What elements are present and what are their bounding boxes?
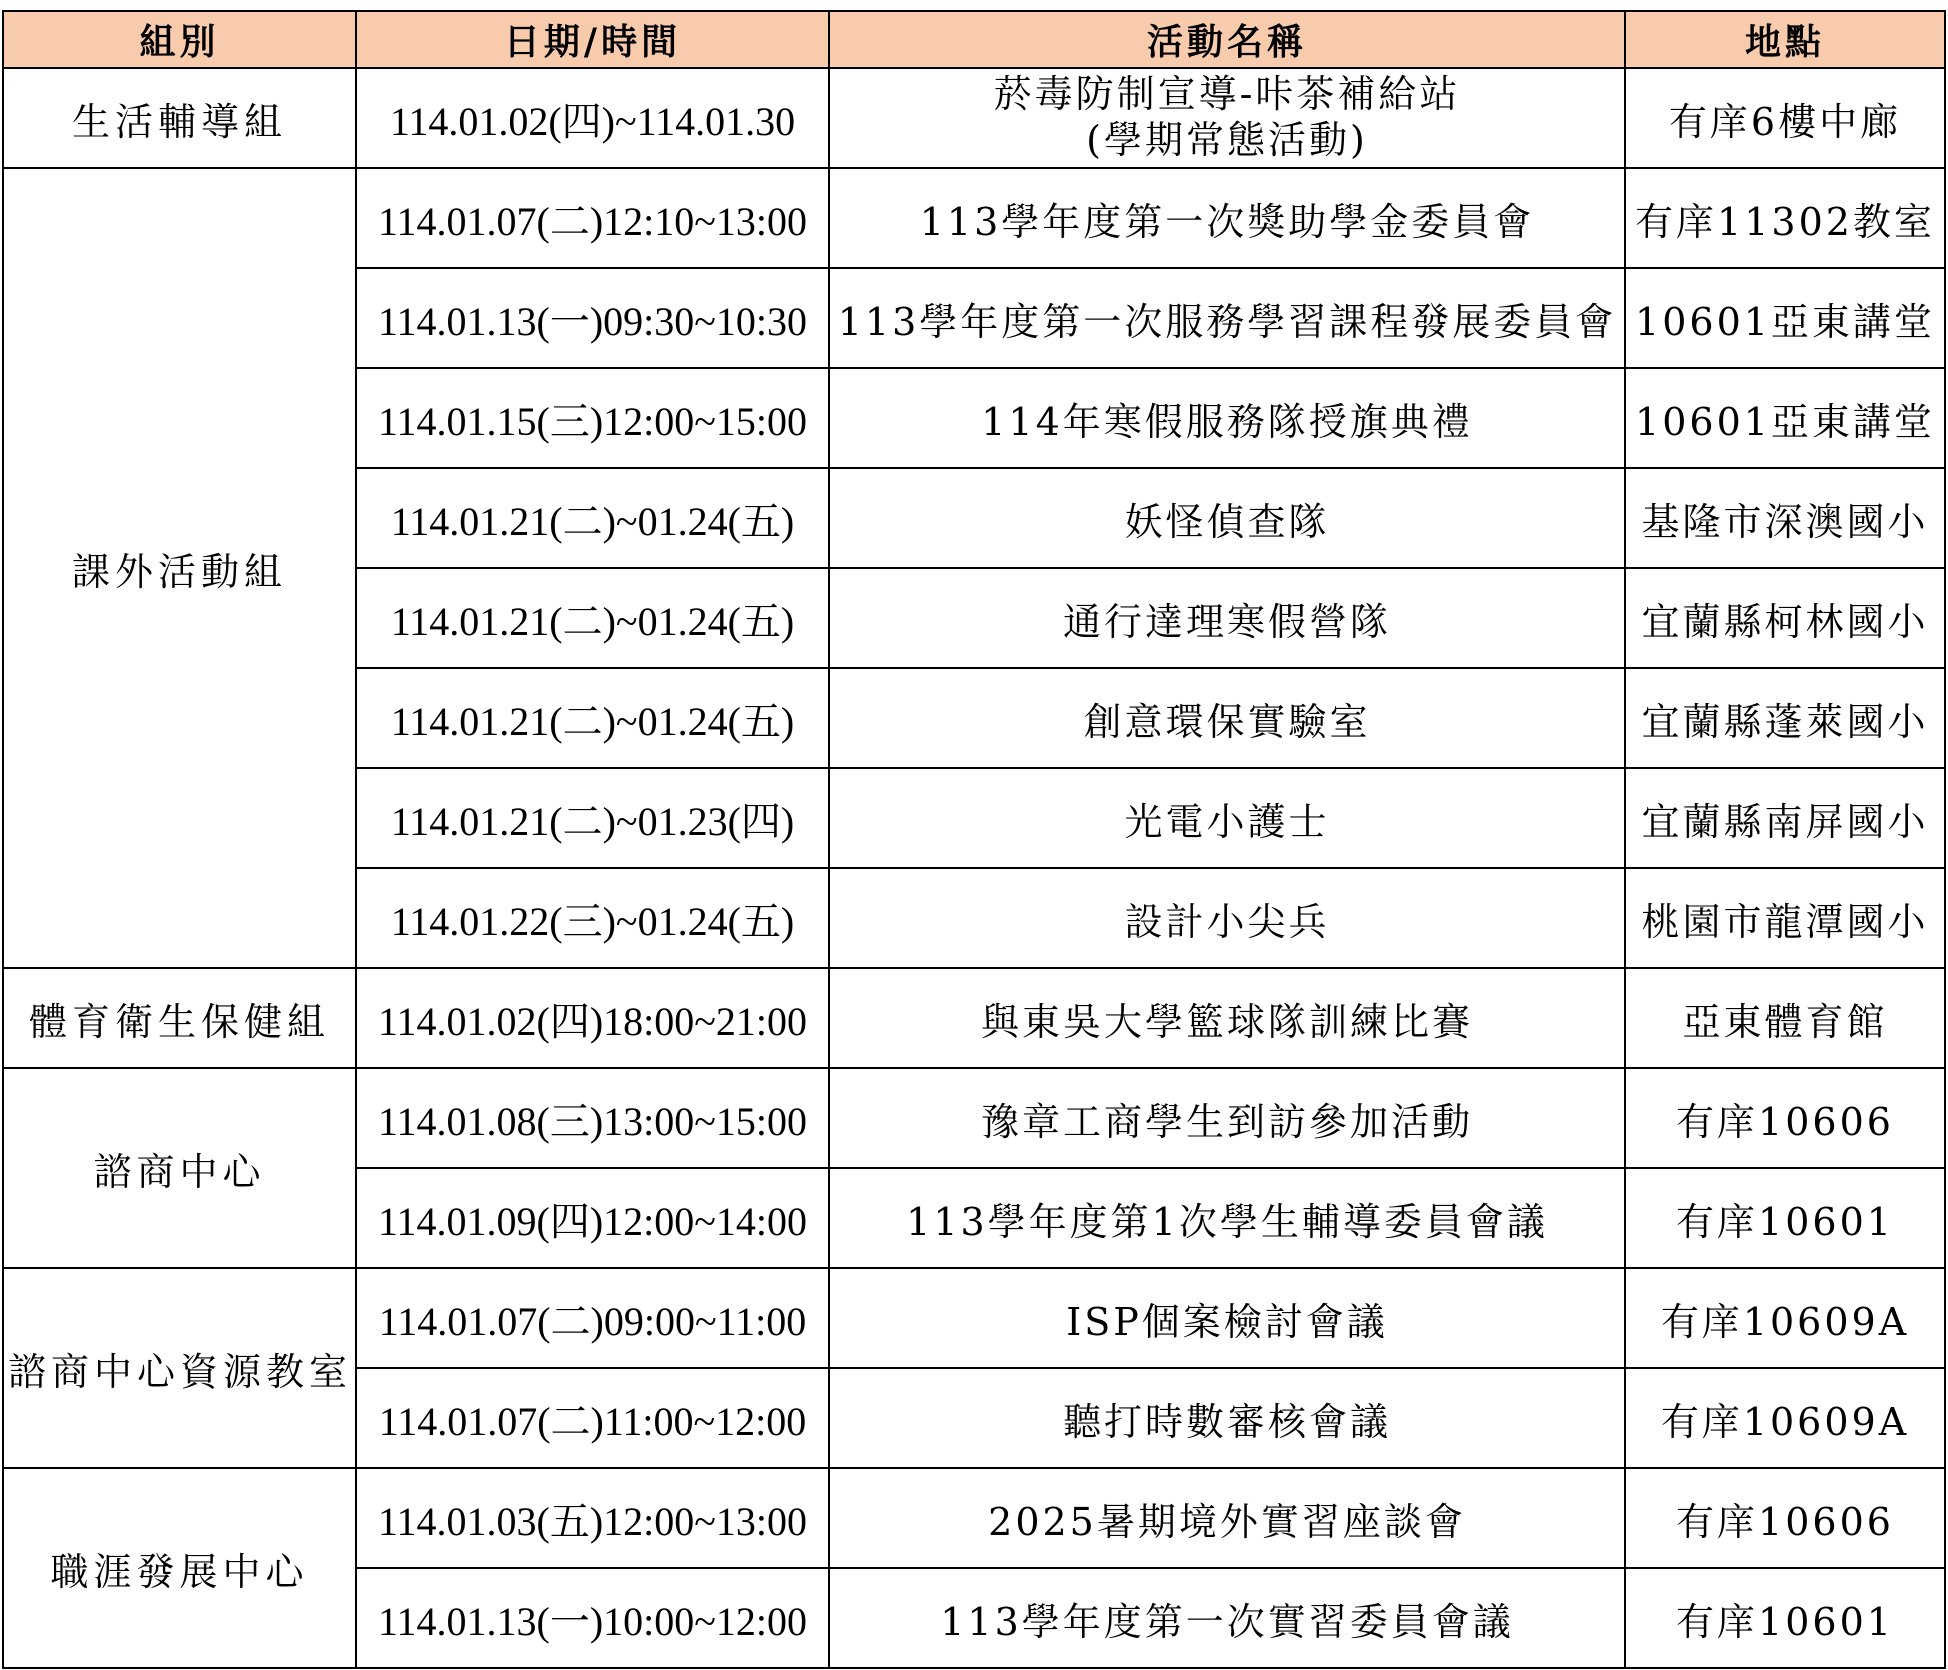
activity-name-cell: 113學年度第1次學生輔導委員會議 xyxy=(829,1168,1625,1268)
activity-name-cell: 114年寒假服務隊授旗典禮 xyxy=(829,368,1625,468)
group-name-cell: 諮商中心資源教室 xyxy=(3,1268,356,1468)
date-time-cell: 114.01.07(二)09:00~11:00 xyxy=(356,1268,829,1368)
location-cell: 有庠10609A xyxy=(1625,1268,1945,1368)
location-cell: 10601亞東講堂 xyxy=(1625,368,1945,468)
activity-name-cell: 設計小尖兵 xyxy=(829,868,1625,968)
table-row xyxy=(3,968,1945,1068)
date-time-cell: 114.01.13(一)10:00~12:00 xyxy=(356,1568,829,1668)
activity-name-cell xyxy=(829,68,1625,168)
column-header-activity: 活動名稱 xyxy=(829,11,1625,68)
header-row xyxy=(3,11,1945,68)
location-cell: 有庠10601 xyxy=(1625,1568,1945,1668)
activity-name-cell: 通行達理寒假營隊 xyxy=(829,568,1625,668)
group-name-cell: 職涯發展中心 xyxy=(3,1468,356,1668)
date-time-cell: 114.01.07(二)11:00~12:00 xyxy=(356,1368,829,1468)
location-cell: 有庠10606 xyxy=(1625,1468,1945,1568)
activity-name-line-1: 菸毒防制宣導-咔茶補給站 xyxy=(993,72,1461,117)
location-cell: 有庠11302教室 xyxy=(1625,168,1945,268)
date-time-cell: 114.01.21(二)~01.24(五) xyxy=(356,468,829,568)
date-time-cell: 114.01.22(三)~01.24(五) xyxy=(356,868,829,968)
column-header-datetime: 日期/時間 xyxy=(356,11,829,68)
table-row xyxy=(3,68,1945,168)
table-header xyxy=(3,11,1945,68)
activity-name-cell: 與東吳大學籃球隊訓練比賽 xyxy=(829,968,1625,1068)
location-cell: 桃園市龍潭國小 xyxy=(1625,868,1945,968)
activity-name-cell: 2025暑期境外實習座談會 xyxy=(829,1468,1625,1568)
table-row xyxy=(3,168,1945,268)
location-cell: 宜蘭縣蓬萊國小 xyxy=(1625,668,1945,768)
location-cell: 宜蘭縣柯林國小 xyxy=(1625,568,1945,668)
activity-name-cell: 113學年度第一次實習委員會議 xyxy=(829,1568,1625,1668)
table-row xyxy=(3,1268,1945,1368)
group-name-cell: 課外活動組 xyxy=(3,168,356,968)
date-time-cell: 114.01.03(五)12:00~13:00 xyxy=(356,1468,829,1568)
activity-schedule-table xyxy=(2,10,1946,1669)
activity-name-cell: 創意環保實驗室 xyxy=(829,668,1625,768)
date-time-cell: 114.01.02(四)18:00~21:00 xyxy=(356,968,829,1068)
activity-name-cell: ISP個案檢討會議 xyxy=(829,1268,1625,1368)
activity-name-cell: 豫章工商學生到訪參加活動 xyxy=(829,1068,1625,1168)
date-time-cell: 114.01.21(二)~01.23(四) xyxy=(356,768,829,868)
location-cell: 有庠10606 xyxy=(1625,1068,1945,1168)
activity-name-cell: 113學年度第一次服務學習課程發展委員會 xyxy=(829,268,1625,368)
table-row xyxy=(3,1068,1945,1168)
date-time-cell: 114.01.02(四)~114.01.30 xyxy=(356,68,829,168)
date-time-cell: 114.01.13(一)09:30~10:30 xyxy=(356,268,829,368)
location-cell: 有庠10601 xyxy=(1625,1168,1945,1268)
group-name-cell: 諮商中心 xyxy=(3,1068,356,1268)
location-cell: 宜蘭縣南屏國小 xyxy=(1625,768,1945,868)
date-time-cell: 114.01.15(三)12:00~15:00 xyxy=(356,368,829,468)
column-header-location: 地點 xyxy=(1625,11,1945,68)
activity-name-cell: 光電小護士 xyxy=(829,768,1625,868)
date-time-cell: 114.01.21(二)~01.24(五) xyxy=(356,668,829,768)
group-name-cell: 生活輔導組 xyxy=(3,68,356,168)
table-body xyxy=(3,68,1945,1668)
table-row xyxy=(3,1468,1945,1568)
location-cell: 有庠6樓中廊 xyxy=(1625,68,1945,168)
date-time-cell: 114.01.08(三)13:00~15:00 xyxy=(356,1068,829,1168)
group-name-cell: 體育衛生保健組 xyxy=(3,968,356,1068)
activity-name-line-2: (學期常態活動) xyxy=(1086,118,1368,162)
activity-name-cell: 聽打時數審核會議 xyxy=(829,1368,1625,1468)
date-time-cell: 114.01.21(二)~01.24(五) xyxy=(356,568,829,668)
location-cell: 10601亞東講堂 xyxy=(1625,268,1945,368)
date-time-cell: 114.01.09(四)12:00~14:00 xyxy=(356,1168,829,1268)
column-header-group: 組別 xyxy=(3,11,356,68)
date-time-cell: 114.01.07(二)12:10~13:00 xyxy=(356,168,829,268)
location-cell: 基隆市深澳國小 xyxy=(1625,468,1945,568)
activity-name-cell: 113學年度第一次獎助學金委員會 xyxy=(829,168,1625,268)
activity-name-cell: 妖怪偵查隊 xyxy=(829,468,1625,568)
location-cell: 有庠10609A xyxy=(1625,1368,1945,1468)
location-cell: 亞東體育館 xyxy=(1625,968,1945,1068)
